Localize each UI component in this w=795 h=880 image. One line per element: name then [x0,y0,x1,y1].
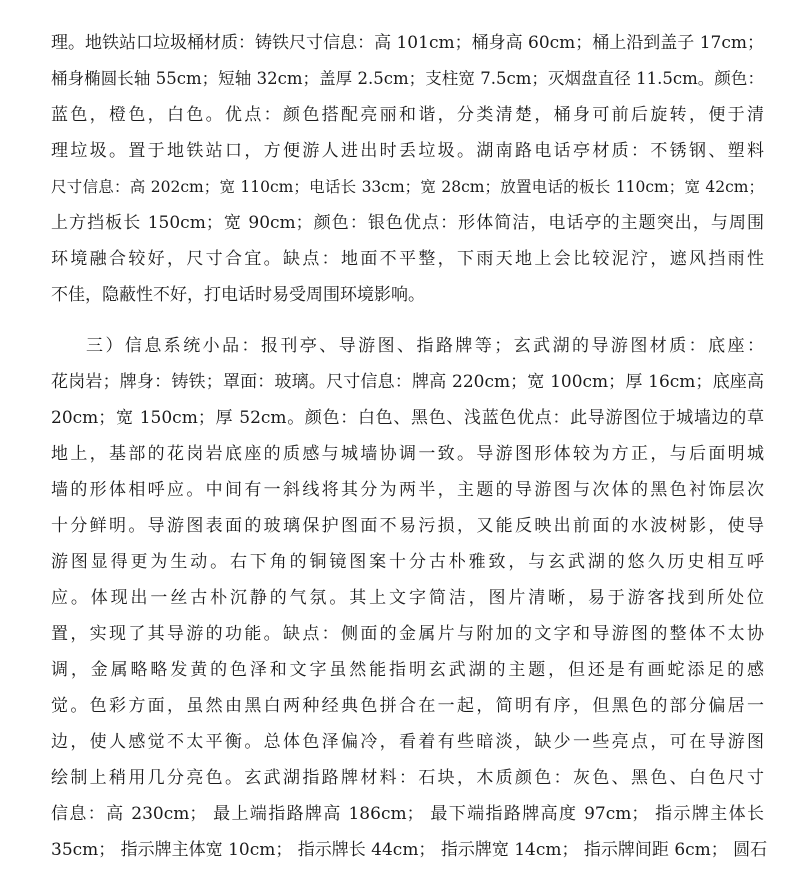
paragraph-1-line-4: 理垃圾。置于地铁站口，方便游人进出时丢垃圾。湖南路电话亭材质：不锈钢、塑料 [51,141,764,161]
paragraph-1-line-5: 尺寸信息：高 202cm；宽 110cm；电话长 33cm；宽 28cm；放置电话的板长 110cm；宽 42cm； [51,178,764,196]
paragraph-2-line-6: 十分鲜明。导游图表面的玻璃保护图面不易污损，又能反映出前面的水波树影，使导 [51,516,764,536]
paragraph-1-line-7: 环境融合较好，尺寸合宜。缺点：地面不平整，下雨天地上会比较泥泞，遮风挡雨性 [51,249,764,269]
paragraph-2-line-9: 置，实现了其导游的功能。缺点：侧面的金属片与附加的文字和导游图的整体不太协 [51,624,764,644]
paragraph-1-line-6: 上方挡板长 150cm；宽 90cm；颜色：银色优点：形体简洁，电话亭的主题突出，与周围 [51,213,764,233]
paragraph-1-line-1: 理。地铁站口垃圾桶材质：铸铁尺寸信息：高 101cm；桶身高 60cm；桶上沿到盖子 17cm； [51,33,764,53]
paragraph-2-line-14: 信息：高 230cm； 最上端指路牌高 186cm； 最下端指路牌高度 97cm； 指示牌主体长 [51,804,764,824]
paragraph-2-line-7: 游图显得更为生动。右下角的铜镜图案十分古朴雅致，与玄武湖的悠久历史相互呼 [51,552,764,572]
paragraph-2-line-2: 花岗岩；牌身：铸铁；罩面：玻璃。尺寸信息：牌高 220cm；宽 100cm；厚 16cm；底座高 [51,372,764,392]
paragraph-2-line-11: 觉。色彩方面，虽然由黑白两种经典色拼合在一起，简明有序，但黑色的部分偏居一 [51,696,764,716]
paragraph-1-line-3: 蓝色，橙色，白色。优点：颜色搭配亮丽和谐，分类清楚，桶身可前后旋转，便于清 [51,105,764,125]
paragraph-2-line-13: 绘制上稍用几分亮色。玄武湖指路牌材料：石块，木质颜色：灰色、黑色、白色尺寸 [51,768,764,788]
paragraph-2-line-5: 墙的形体相呼应。中间有一斜线将其分为两半，主题的导游图与次体的黑色衬饰层次 [51,480,764,500]
paragraph-2-line-3: 20cm；宽 150cm；厚 52cm。颜色：白色、黑色、浅蓝色优点：此导游图位于城墙边的草 [51,408,764,428]
paragraph-2-line-4: 地上，基部的花岗岩底座的质感与城墙协调一致。导游图形体较为方正，与后面明城 [51,444,764,464]
paragraph-2-line-15: 35cm； 指示牌主体宽 10cm； 指示牌长 44cm； 指示牌宽 14cm； 指示牌间距 6cm； 圆石 [51,840,768,860]
paragraph-2-line-12: 边，使人感觉不太平衡。总体色泽偏冷，看着有些暗淡，缺少一些亮点，可在导游图 [51,732,764,752]
paragraph-2-line-1: 三）信息系统小品：报刊亭、导游图、指路牌等；玄武湖的导游图材质：底座： [86,336,764,356]
paragraph-2-line-10: 调，金属略略发黄的色泽和文字虽然能指明玄武湖的主题，但还是有画蛇添足的感 [51,660,764,680]
paragraph-2-line-8: 应。体现出一丝古朴沉静的气氛。其上文字简洁，图片清晰，易于游客找到所处位 [51,588,764,608]
paragraph-1-line-2: 桶身椭圆长轴 55cm；短轴 32cm；盖厚 2.5cm；支柱宽 7.5cm；灭烟盘直径 11.5cm。颜色： [51,69,764,88]
paragraph-1-line-8: 不佳，隐蔽性不好，打电话时易受周围环境影响。 [51,285,425,305]
